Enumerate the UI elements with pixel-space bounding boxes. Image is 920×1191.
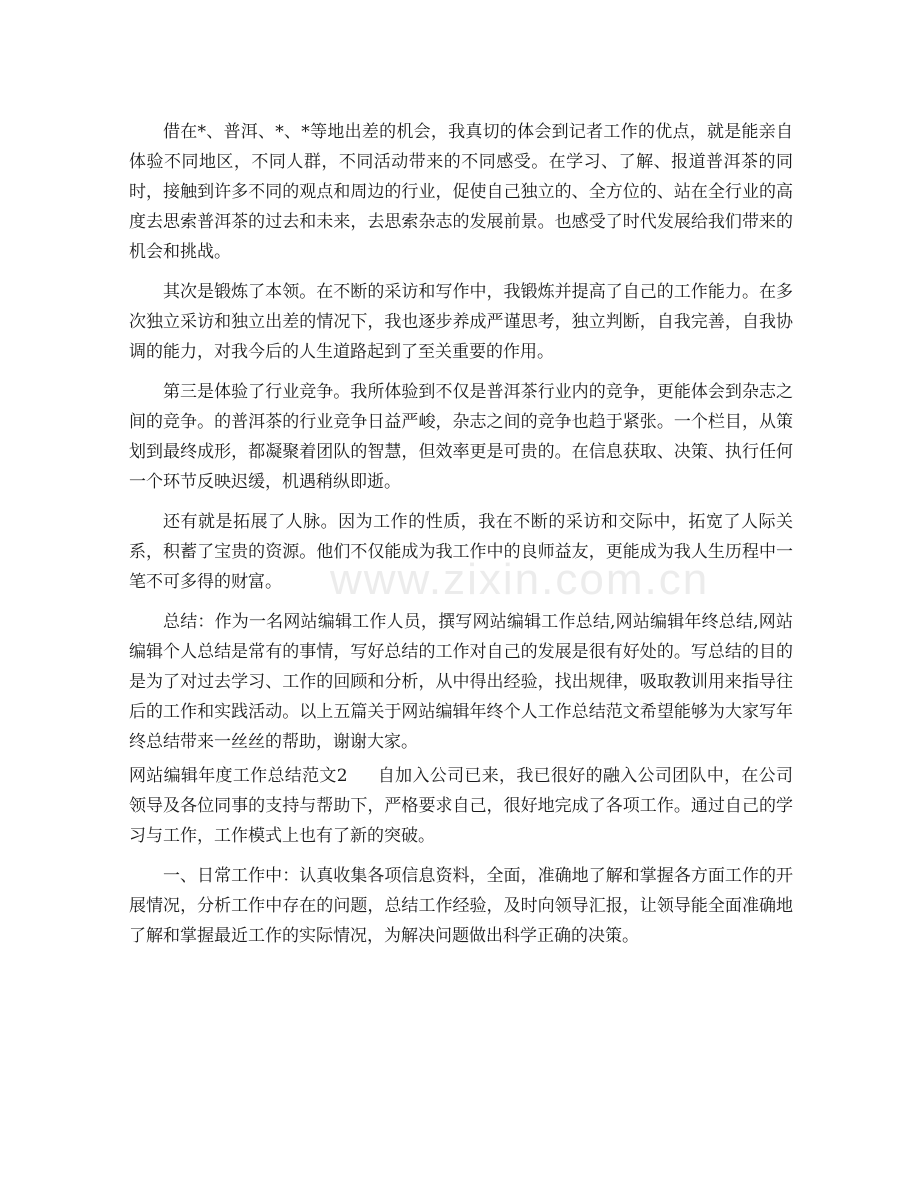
document-body (129, 117, 793, 951)
section-2-body: 自加入公司已来，我已很好的融入公司团队中，在公司领导及各位同事的支持与帮助下，严格要求自己，很好地完成了各项工作。通过自己的学习与工作，工作模式上也有了新的突破。 (129, 766, 793, 846)
paragraph-skills: 其次是锻炼了本领。在不断的采访和写作中，我锻炼并提高了自己的工作能力。在多次独立采访和独立出差的情况下，我也逐步养成严谨思考，独立判断，自我完善，自我协调的能力，对我今后的人生道路起到了至关重要的作用。 (129, 282, 793, 362)
paragraph-summary: 总结：作为一名网站编辑工作人员，撰写网站编辑工作总结,网站编辑年终总结,网站编辑个人总结是常有的事情，写好总结的工作对自己的发展是很有好处的。写总结的目的是为了对过去学习、工作的回顾和分析，从中得出经验，找出规律，吸取教训用来指导往后的工作和实践活动。以上五篇关于网站编辑年终个人工作总结范文希望能够为大家写年终总结带来一丝丝的帮助，谢谢大家。 (129, 612, 793, 752)
paragraph-business-trip: 借在*、普洱、*、*等地出差的机会，我真切的体会到记者工作的优点，就是能亲自体验不同地区，不同人群，不同活动带来的不同感受。在学习、了解、报道普洱茶的同时，接触到许多不同的观点和周边的行业，促使自己独立的、全方位的、站在全行业的高度去思索普洱茶的过去和未来，去思索杂志的发展前景。也感受了时代发展给我们带来的机会和挑战。 (129, 122, 793, 262)
paragraph-competition: 第三是体验了行业竞争。我所体验到不仅是普洱茶行业内的竞争，更能体会到杂志之间的竞争。的普洱茶的行业竞争日益严峻，杂志之间的竞争也趋于紧张。一个栏目，从策划到最终成形，都凝聚着团队的智慧，但效率更是可贵的。在信息获取、决策、执行任何一个环节反映迟缓，机遇稍纵即逝。 (129, 382, 793, 492)
watermark-text: www.zixin.com.cn (330, 555, 710, 604)
section-2-title: 网站编辑年度工作总结范文2 (129, 766, 348, 786)
paragraph-network: 还有就是拓展了人脉。因为工作的性质，我在不断的采访和交际中，拓宽了人际关系，积蓄了宝贵的资源。他们不仅能成为我工作中的良师益友，更能成为我人生历程中一笔不可多得的财富。 (129, 512, 793, 592)
paragraph-daily-work: 一、日常工作中：认真收集各项信息资料，全面，准确地了解和掌握各方面工作的开展情况，分析工作中存在的问题，总结工作经验，及时向领导汇报，让领导能全面准确地了解和掌握最近工作的实际情况，为解决问题做出科学正确的决策。 (129, 866, 793, 946)
paragraph-section-2 (129, 761, 793, 851)
document-page (129, 117, 793, 961)
